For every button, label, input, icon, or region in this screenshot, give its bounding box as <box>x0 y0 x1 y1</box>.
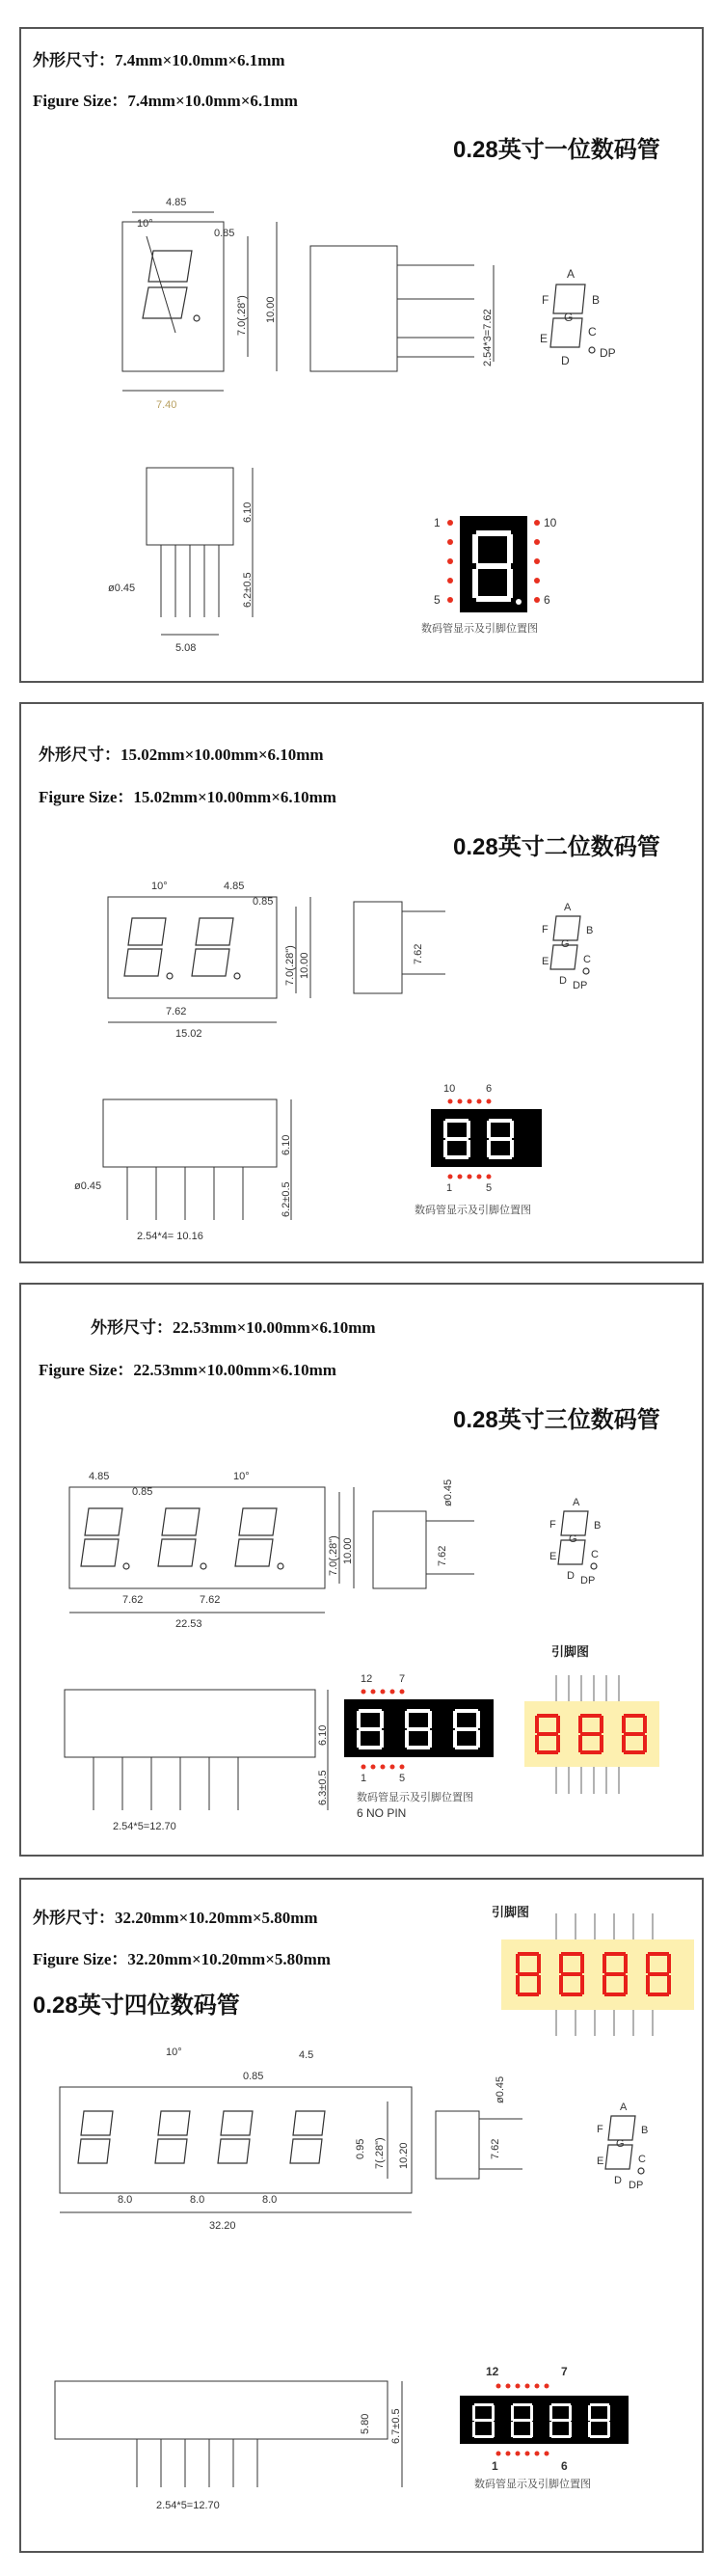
dim-width: 22.53 <box>175 1618 202 1630</box>
seg-label-c: C <box>588 325 597 339</box>
size-value-cn: 7.4mm×10.0mm×6.1mm <box>115 51 285 69</box>
seg-label-g: G <box>561 938 570 950</box>
technical-drawing <box>21 704 702 1261</box>
panel-single-digit <box>19 27 704 683</box>
dim-width: 15.02 <box>175 1028 202 1040</box>
pin-label-6: 6 <box>561 2459 568 2473</box>
panel-four-digit <box>19 1878 704 2553</box>
dim-pitch-2: 8.0 <box>190 2194 205 2206</box>
front-digit-outlines <box>81 1508 283 1569</box>
technical-drawing <box>21 1285 702 1855</box>
dim-body: 6.10 <box>242 502 254 523</box>
dim-pin: 6.7±0.5 <box>390 2408 402 2444</box>
seg-label-g: G <box>564 311 574 324</box>
product-title: 0.28英寸三位数码管 <box>453 1407 660 1433</box>
front-view-outline <box>122 222 224 371</box>
side-view-outline <box>310 246 397 371</box>
pin-caption: 数码管显示及引脚位置图 <box>474 2479 591 2490</box>
seg-label-f: F <box>597 2124 603 2135</box>
side-view-outline <box>354 902 402 993</box>
front-view-outline <box>108 897 277 998</box>
product-title: 0.28英寸一位数码管 <box>453 137 660 163</box>
size-label-cn: 外形尺寸： <box>33 51 115 69</box>
size-label-en: Figure Size： <box>39 788 134 806</box>
size-value-cn: 15.02mm×10.00mm×6.10mm <box>120 746 324 764</box>
dim-width: 32.20 <box>209 2220 236 2232</box>
dim-diameter: ø0.45 <box>442 1478 454 1506</box>
bottom-view-outline <box>147 468 233 545</box>
size-label-en: Figure Size： <box>33 92 128 110</box>
segment-legend <box>597 2101 648 2191</box>
product-title: 0.28英寸四位数码管 <box>33 1993 240 2019</box>
dim-side: 7.62 <box>437 1545 448 1566</box>
size-label-cn: 外形尺寸： <box>39 746 120 764</box>
size-value-cn: 22.53mm×10.00mm×6.10mm <box>173 1318 376 1337</box>
no-pin-note: 6 NO PIN <box>357 1806 407 1820</box>
dim-diameter: ø0.45 <box>108 583 136 594</box>
dim-pitch-1: 7.62 <box>122 1594 144 1606</box>
dim-pitch: 7.62 <box>166 1006 187 1017</box>
seg-label-f: F <box>549 1519 556 1531</box>
seg-label-c: C <box>591 1549 599 1560</box>
seg-label-d: D <box>567 1570 575 1582</box>
pin-label-10: 10 <box>544 516 557 529</box>
seg-label-dp: DP <box>573 980 588 991</box>
dim-tilt: 10° <box>151 881 168 892</box>
seg-label-b: B <box>592 293 601 307</box>
dim-pin: 6.2±0.5 <box>242 572 254 608</box>
display-render <box>344 1673 494 1820</box>
pin-label-6: 6 <box>544 593 550 607</box>
side-view-outline <box>436 2111 479 2179</box>
size-label-en: Figure Size： <box>39 1361 134 1379</box>
size-label-cn: 外形尺寸： <box>33 1909 115 1927</box>
size-label-cn: 外形尺寸： <box>91 1318 173 1337</box>
pin-caption: 数码管显示及引脚位置图 <box>421 623 538 635</box>
seg-label-c: C <box>583 954 591 965</box>
seg-label-d: D <box>559 975 567 987</box>
side-view-outline <box>373 1511 426 1588</box>
pin-label-1: 1 <box>434 516 441 529</box>
dim-seg: 0.85 <box>132 1486 153 1498</box>
size-value-en: 15.02mm×10.00mm×6.10mm <box>133 788 336 806</box>
dim-pitch-1: 8.0 <box>118 2194 133 2206</box>
seg-label-e: E <box>542 956 549 967</box>
pin-label-1: 1 <box>492 2459 498 2473</box>
product-title: 0.28英寸二位数码管 <box>453 834 660 860</box>
dim-height-digit: 7.0(.28") <box>236 295 248 336</box>
seg-label-d: D <box>561 354 570 367</box>
dim-height: 10.00 <box>265 296 277 323</box>
seg-label-f: F <box>542 924 549 935</box>
bottom-view-outline <box>55 2381 388 2439</box>
segment-legend <box>542 902 593 991</box>
display-render <box>460 2365 629 2490</box>
dim-body: 6.10 <box>281 1134 292 1155</box>
dim-tilt: 10° <box>137 218 153 230</box>
pin-caption: 数码管显示及引脚位置图 <box>357 1792 473 1803</box>
pin-label-10: 10 <box>443 1083 456 1095</box>
dim-pin: 6.3±0.5 <box>317 1770 329 1805</box>
pin-map-title: 引脚图 <box>492 1905 530 1919</box>
pin-label-1: 1 <box>446 1182 453 1194</box>
segment-legend <box>549 1497 601 1586</box>
panel-two-digit <box>19 702 704 1263</box>
pin-label-12: 12 <box>486 2365 499 2378</box>
dim-body: 6.10 <box>317 1724 329 1746</box>
display-render <box>421 516 557 635</box>
seg-label-dp: DP <box>580 1575 596 1586</box>
dim-seg: 0.85 <box>243 2071 264 2082</box>
pin-map-title: 引脚图 <box>551 1644 590 1659</box>
seg-label-e: E <box>549 1551 557 1562</box>
bottom-view-outline <box>103 1099 277 1167</box>
bottom-view-outline <box>65 1690 315 1757</box>
front-digit-outlines <box>78 2111 325 2163</box>
dim-pin: 6.2±0.5 <box>281 1181 292 1217</box>
technical-drawing <box>21 1880 702 2551</box>
dim-diameter: ø0.45 <box>495 2075 506 2103</box>
dim-span: 2.54*4= 10.16 <box>137 1231 203 1242</box>
seg-label-dp: DP <box>629 2180 644 2191</box>
size-value-cn: 32.20mm×10.20mm×5.80mm <box>115 1909 318 1927</box>
dim-seg: 0.85 <box>253 896 274 908</box>
front-view-outline <box>69 1487 325 1588</box>
seg-label-f: F <box>542 293 549 307</box>
panel-three-digit <box>19 1283 704 1857</box>
pin-label-7: 7 <box>399 1673 406 1685</box>
seg-label-c: C <box>638 2154 646 2165</box>
pin-map <box>524 1644 659 1794</box>
dim-pitch-2: 7.62 <box>200 1594 221 1606</box>
display-render <box>415 1083 542 1216</box>
pin-label-1: 1 <box>361 1773 367 1784</box>
pin-label-5: 5 <box>486 1182 493 1194</box>
dim-tilt: 10° <box>166 2047 182 2058</box>
seg-label-b: B <box>641 2125 649 2136</box>
dim-span: 2.54*5=12.70 <box>156 2500 220 2511</box>
dim-diameter: ø0.45 <box>74 1180 102 1192</box>
dim-side: 7.62 <box>490 2138 501 2159</box>
technical-drawing <box>21 29 702 681</box>
dim-pitch-3: 8.0 <box>262 2194 278 2206</box>
front-digit-outlines <box>124 918 240 979</box>
seg-label-b: B <box>594 1520 602 1532</box>
dim-top: 4.85 <box>166 197 187 208</box>
size-value-en: 22.53mm×10.00mm×6.10mm <box>133 1361 336 1379</box>
pin-label-5: 5 <box>399 1773 406 1784</box>
dim-pitch: 2.54*3=7.62 <box>482 309 494 366</box>
pin-caption: 数码管显示及引脚位置图 <box>415 1205 531 1216</box>
seg-label-g: G <box>569 1533 577 1545</box>
pin-label-5: 5 <box>434 593 441 607</box>
dim-height-margin: 0.95 <box>355 2138 366 2159</box>
dim-span: 2.54*5=12.70 <box>113 1821 176 1832</box>
dim-span: 5.08 <box>175 642 197 654</box>
seg-label-a: A <box>564 902 572 913</box>
dim-body: 5.80 <box>360 2413 371 2434</box>
segment-legend <box>540 267 616 367</box>
dim-height: 10.00 <box>342 1537 354 1564</box>
dim-height: 10.00 <box>299 952 310 979</box>
pin-label-7: 7 <box>561 2365 568 2378</box>
seg-label-e: E <box>597 2156 604 2167</box>
size-value-en: 32.20mm×10.20mm×5.80mm <box>127 1950 331 1968</box>
dim-seg: 0.85 <box>214 228 235 239</box>
dim-top: 4.5 <box>299 2049 314 2061</box>
dim-tilt: 10° <box>233 1471 250 1482</box>
pin-label-6: 6 <box>486 1083 493 1095</box>
seg-label-a: A <box>620 2101 628 2113</box>
front-digit-outline <box>143 251 200 321</box>
seg-label-e: E <box>540 332 549 345</box>
pin-map <box>492 1905 694 2036</box>
dim-top: 4.85 <box>89 1471 110 1482</box>
dim-height-digit: 7.0(.28") <box>284 945 296 986</box>
seg-label-b: B <box>586 925 594 936</box>
dim-width: 7.40 <box>156 399 177 411</box>
size-label-en: Figure Size： <box>33 1950 128 1968</box>
size-value-en: 7.4mm×10.0mm×6.1mm <box>127 92 298 110</box>
seg-label-a: A <box>567 267 576 281</box>
seg-label-g: G <box>616 2138 625 2150</box>
dim-height: 10.20 <box>398 2142 410 2169</box>
seg-label-d: D <box>614 2175 622 2186</box>
seg-label-a: A <box>573 1497 580 1508</box>
dim-height-digit: 7.0(.28") <box>328 1535 339 1576</box>
seg-label-dp: DP <box>600 346 616 360</box>
dim-top: 4.85 <box>224 881 245 892</box>
dim-side: 7.62 <box>413 943 424 964</box>
pin-label-12: 12 <box>361 1673 373 1685</box>
dim-height-digit: 7(.28") <box>374 2137 386 2169</box>
